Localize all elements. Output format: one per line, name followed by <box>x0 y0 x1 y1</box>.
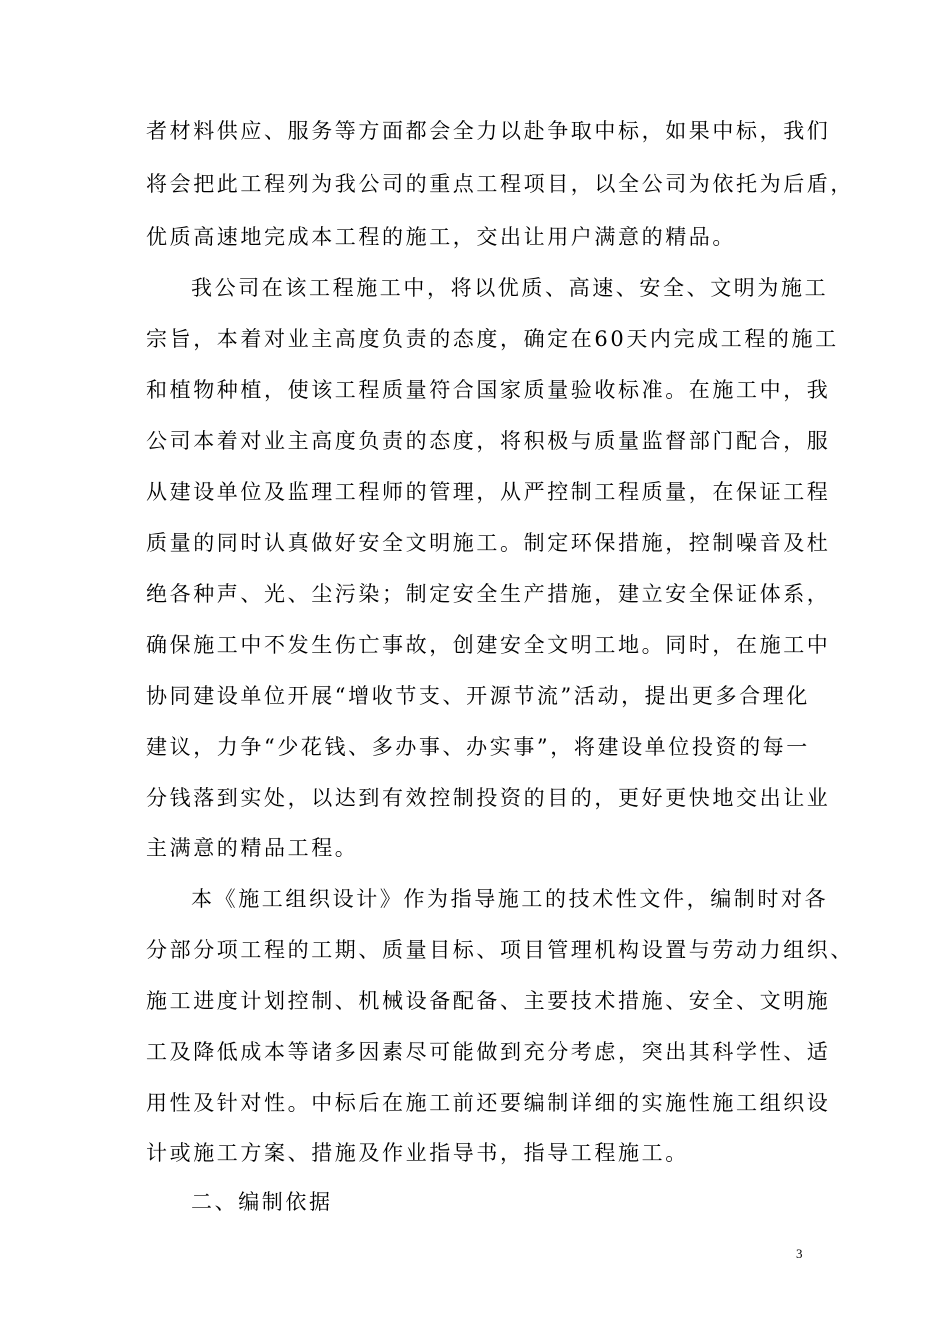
paragraph-2-line-11: 分钱落到实处，以达到有效控制投资的目的，更好更快地交出让业 <box>146 786 831 810</box>
paragraph-2-line-6: 质量的同时认真做好安全文明施工。制定环保措施，控制噪音及杜 <box>146 531 831 555</box>
paragraph-2-line-12: 主满意的精品工程。 <box>146 836 359 860</box>
paragraph-2-line-4: 公司本着对业主高度负责的态度，将积极与质量监督部门配合，服 <box>146 429 831 453</box>
page-number: 3 <box>796 1246 803 1261</box>
paragraph-2-line-10: 建议，力争“少花钱、多办事、办实事”，将建设单位投资的每一 <box>146 735 810 759</box>
paragraph-2-line-3: 和植物种植，使该工程质量符合国家质量验收标准。在施工中，我 <box>146 378 831 402</box>
paragraph-2-line-9: 协同建设单位开展“增收节支、开源节流”活动，提出更多合理化 <box>146 684 810 708</box>
paragraph-1-line-1: 者材料供应、服务等方面都会全力以赴争取中标，如果中标，我们 <box>146 119 831 143</box>
paragraph-2-line-1: 我公司在该工程施工中，将以优质、高速、安全、文明为施工 <box>191 276 829 300</box>
paragraph-3-line-3: 施工进度计划控制、机械设备配备、主要技术措施、安全、文明施 <box>146 989 831 1013</box>
paragraph-3-line-4: 工及降低成本等诸多因素尽可能做到充分考虑，突出其科学性、适 <box>146 1040 831 1064</box>
paragraph-1-line-2: 将会把此工程列为我公司的重点工程项目，以全公司为依托为后盾， <box>146 172 854 196</box>
section-heading: 二、编制依据 <box>191 1190 333 1214</box>
paragraph-2-line-8: 确保施工中不发生伤亡事故，创建安全文明工地。同时，在施工中 <box>146 633 831 657</box>
paragraph-2-line-2: 宗旨，本着对业主高度负责的态度，确定在60天内完成工程的施工 <box>146 327 839 351</box>
paragraph-3-line-1: 本《施工组织设计》作为指导施工的技术性文件，编制时对各 <box>191 887 829 911</box>
paragraph-3-line-6: 计或施工方案、措施及作业指导书，指导工程施工。 <box>146 1141 689 1165</box>
paragraph-1-line-3: 优质高速地完成本工程的施工，交出让用户满意的精品。 <box>146 225 736 249</box>
paragraph-3-line-5: 用性及针对性。中标后在施工前还要编制详细的实施性施工组织设 <box>146 1091 831 1115</box>
paragraph-2-line-7: 绝各种声、光、尘污染；制定安全生产措施，建立安全保证体系， <box>146 582 831 606</box>
paragraph-3-line-2: 分部分项工程的工期、质量目标、项目管理机构设置与劳动力组织、 <box>146 938 854 962</box>
paragraph-2-line-5: 从建设单位及监理工程师的管理，从严控制工程质量，在保证工程 <box>146 480 831 504</box>
